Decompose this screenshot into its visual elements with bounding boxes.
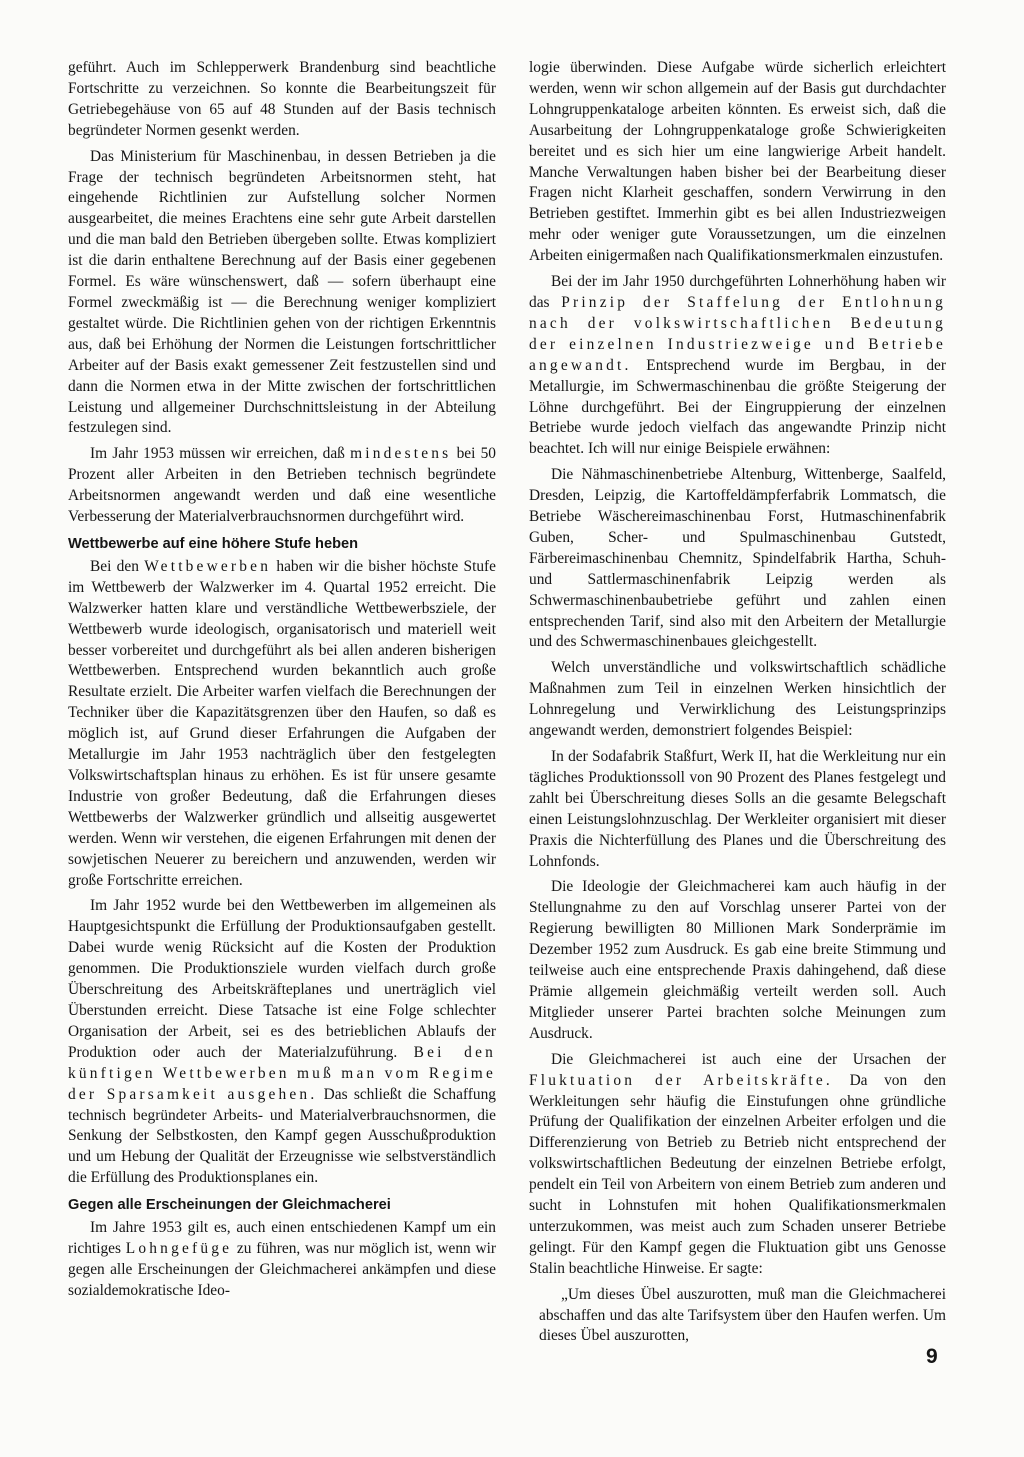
text-run: Da von den Werkleitungen sehr häufig die Einstufungen ohne gründliche Prüfung der Qualifikation der einzelnen Arbeiter erfolgen und die Differenzierung von Betrieb zu Betrieb nicht entsprechend der volkswirtschaftlichen Bedeutung der einzelnen Betriebe erfolgt, pendelt ein Teil von Arbeitern von einem Betrieb zum anderen und sucht in Lohnstufen mit hohen Qualifikationsmerkmalen unterzukommen, was meist auch zum Schaden unserer Betriebe gelingt. Für den Kampf gegen die Fluktuation gibt uns Genosse Stalin beachtliche Hinweise. Er sagte: [529,1071,946,1277]
text-run: Bei den [90,557,145,575]
text-run: Bei der im Jahr 1950 durchgeführten Lohnerhöhung haben wir das [529,273,946,311]
paragraph [68,896,496,1189]
page-number: 9 [926,1345,938,1368]
emphasis-spaced: Lohngefüge [125,1240,233,1258]
text-run: Entsprechend wurde im Bergbau, in der Metallurgie, im Schwermaschinenbau die größte Steigerung der Löhne durchgeführt. Bei der Eingruppierung der einzelnen Betriebe wurde jedoch vielfach das angewandte Prinzip nicht beachtet. Ich will nur einige Beispiele erwähnen: [529,356,946,458]
section-heading: Gegen alle Erscheinungen der Gleichmacherei [68,1197,391,1214]
paragraph [68,1218,496,1302]
emphasis-spaced: Wettbewerben [144,557,272,575]
paragraph: geführt. Auch im Schlepperwerk Brandenburg sind beachtliche Fortschritte zu verzeichnen. So konnte die Bearbeitungszeit für Getriebegehäuse von 65 auf 48 Stunden auf der Basis technisch begründeter Normen gesenkt werden. [68,59,496,139]
text-run: zu führen, was nur möglich ist, wenn wir gegen alle Erscheinungen der Gleichmacherei ankämpfen und diese sozialdemokratische Ideo- [68,1240,497,1299]
emphasis-spaced: Bei den künftigen Wettbewerben muß man vom Regime der Sparsamkeit ausgehen. [68,1043,497,1103]
text-run: Im Jahr 1953 müssen wir erreichen, daß [90,445,351,463]
paragraph: logie überwinden. Diese Aufgabe würde sicherlich erleichtert werden, wenn wir schon allgemein auf der Basis gut durchdachter Lohngruppenkataloge arbeiten könnten. Es erweist sich, daß die Ausarbeitung der Lohngruppenkataloge große Schwierigkeiten bereitet und es sich hier um eine langwierige Arbeit handelt. Manche Verwaltungen haben bisher bei der Bearbeitung dieser Fragen nicht Klarheit geschaffen, sondern Verwirrung in den Betrieben gestiftet. Immerhin gibt es bei allen Industriezweigen mehr oder weniger gute Voraussetzungen, um die einzelnen Arbeiten einigermaßen nach Qualifikationsmerkmalen einzustufen. [529,59,946,265]
text-run: Im Jahr 1952 wurde bei den Wettbewerben im allgemeinen als Hauptgesichtspunkt die Erfüllung der Produktionsaufgaben gestellt. Dabei wurde wenig Rücksicht auf die Kosten der Produktion genommen. Die Produktionsziele wurden vielfach durch große Überschreitung des Arbeitskräfteplanes und unerträglich viel Überstunden erreicht. Diese Tatsache ist eine Folge schlechter Organisation der Arbeit, sei es des betrieblichen Ablaufs der Produktion oder auch der Materialzuführung. [68,897,496,1061]
paragraph [68,557,496,892]
quotation: „Um dieses Übel auszurotten, muß man die Gleichmacherei abschaffen und das alte Tarifsystem über den Haufen werfen. Um dieses Übel auszurotten, [539,1285,946,1345]
emphasis-spaced: mindestens [350,445,452,463]
left-column [68,58,496,1307]
paragraph: Das Ministerium für Maschinenbau, in dessen Betrieben ja die Frage der technisch begründeten Arbeitsnormen steht, hat eingehende Richtlinien zur Aufstellung solcher Normen ausgearbeitet, die meines Erachtens eine sehr gute Arbeit darstellen und die man bald den Betrieben übergeben sollte. Etwas kompliziert ist die darin enthaltene Berechnung auf der Basis einer gegebenen Formel. Es wäre wünschenswert, daß — sofern überhaupt eine Formel zweckmäßig ist — die Berechnung weniger kompliziert gestaltet würde. Die Richtlinien gehen von der richtigen Erkenntnis aus, daß bei Erhöhung der Normen die Leistungen fortschrittlicher Arbeiter auf der Basis exakt gemessener Zeit festzustellen sind und dann die Normen etwa in der Mitte zwischen der fortschrittlichen Leistung und allgemeiner Durchschnittsleistung in der Abteilung festzulegen sind. [68,147,496,437]
text-run: Das schließt die Schaffung technisch begründeter Arbeits- und Materialverbrauchsnormen, die Senkung der Selbstkosten, den Kampf gegen Ausschußproduktion und um Hebung der Qualität der Erzeugnisse wie selbstverständlich die Erfüllung des Produktionsplanes ein. [68,1085,496,1187]
paragraph: Welch unverständliche und volkswirtschaftlich schädliche Maßnahmen zum Teil in einzelnen Werken hinsichtlich der Lohnregelung und Verwirklichung des Leistungsprinzips angewandt werden, demonstriert folgendes Beispiel: [529,659,946,740]
text-run: Im Jahre 1953 gilt es, auch einen entschiedenen Kampf um ein richtiges [68,1219,496,1258]
paragraph [529,272,946,460]
paragraph [529,1050,946,1280]
section-heading: Wettbewerbe auf eine höhere Stufe heben [68,535,359,552]
text-run: Die Gleichmacherei ist auch eine der Ursachen der [551,1050,946,1068]
text-run: bei 50 Prozent aller Arbeiten in den Betrieben technisch begründete Arbeitsnormen angewandt werden und daß eine wesentliche Verbesserung der Materialverbrauchsnormen durchgeführt wird. [68,445,497,526]
right-column [529,58,946,1352]
text-run: haben wir die bisher höchste Stufe im Wettbewerb der Walzwerker im 4. Quartal 1952 erreicht. Die Walzwerker hatten klare und verständliche Wettbewerbsziele, der Wettbewerb wurde ideologisch, organisatorisch und materiell weit besser vorbereitet und durchgeführt als bei allen anderen bisherigen Wettbewerben. Entsprechend wurden bekanntlich auch große Resultate erzielt. Die Arbeiter warfen vielfach die Berechnungen der Techniker über die Kapazitätsgrenzen über den Haufen, so daß es möglich ist, auf Grund dieser Erfahrungen die Aufgaben der Metallurgie im Jahr 1953 nachträglich über den festgelegten Volkswirtschaftsplan hinaus zu erhöhen. Es ist für unsere gesamte Industrie von großer Bedeutung, daß die Erfahrungen dieses Wettbewerbs der Walzwerker gründlich und allseitig ausgewertet werden. Wenn wir verstehen, die eigenen Erfahrungen mit denen der sowjetischen Neuerer zu bereichern und anzuwenden, werden wir große Fortschritte erreichen. [68,557,497,889]
paragraph [68,444,496,528]
paragraph: Die Nähmaschinenbetriebe Altenburg, Wittenberge, Saalfeld, Dresden, Leipzig, die Kartoffeldämpferfabrik Lommatsch, die Betriebe Wäschereimaschinenbau Forst, Hutmaschinenfabrik Guben, Scher- und Spulmaschinenbau Gutstedt, Färbereimaschinenbau Chemnitz, Spindelfabrik Hartha, Schuh- und Sattlermaschinenfabrik Leipzig werden als Schwermaschinenbaubetriebe geführt und zahlen einen entsprechenden Tarif, sind also mit den Arbeitern der Metallurgie und des Schwermaschinenbaues gleichgestellt. [529,466,946,651]
paragraph: Die Ideologie der Gleichmacherei kam auch häufig in der Stellungnahme zu den auf Vorschlag unserer Partei von der Regierung bewilligten 80 Millionen Mark Sonderprämie im Dezember 1952 zum Ausdruck. Es gab eine breite Stimmung und teilweise auch eine entsprechende Praxis dahingehend, daß diese Prämie allgemein gleichmäßig verteilt werden soll. Auch Mitglieder unserer Partei brachten solche Meinungen zum Ausdruck. [529,878,946,1042]
emphasis-spaced: Prinzip der Staffelung der Entlohnung nach der volkswirtschaftlichen Bedeutung der einzelnen Industriezweige und Betriebe angewandt. [529,293,946,374]
paragraph: In der Sodafabrik Staßfurt, Werk II, hat die Werkleitung nur ein tägliches Produktionssoll von 90 Prozent des Planes festgelegt und zahlt bei Überschreitung dieses Solls an die gesamte Belegschaft einen Leistungslohnzuschlag. Der Werkleiter organisiert mit dieser Praxis die Nichterfüllung des Planes und die Überschreitung des Lohnfonds. [529,748,946,870]
emphasis-spaced: Fluktuation der Arbeitskräfte. [529,1071,833,1089]
